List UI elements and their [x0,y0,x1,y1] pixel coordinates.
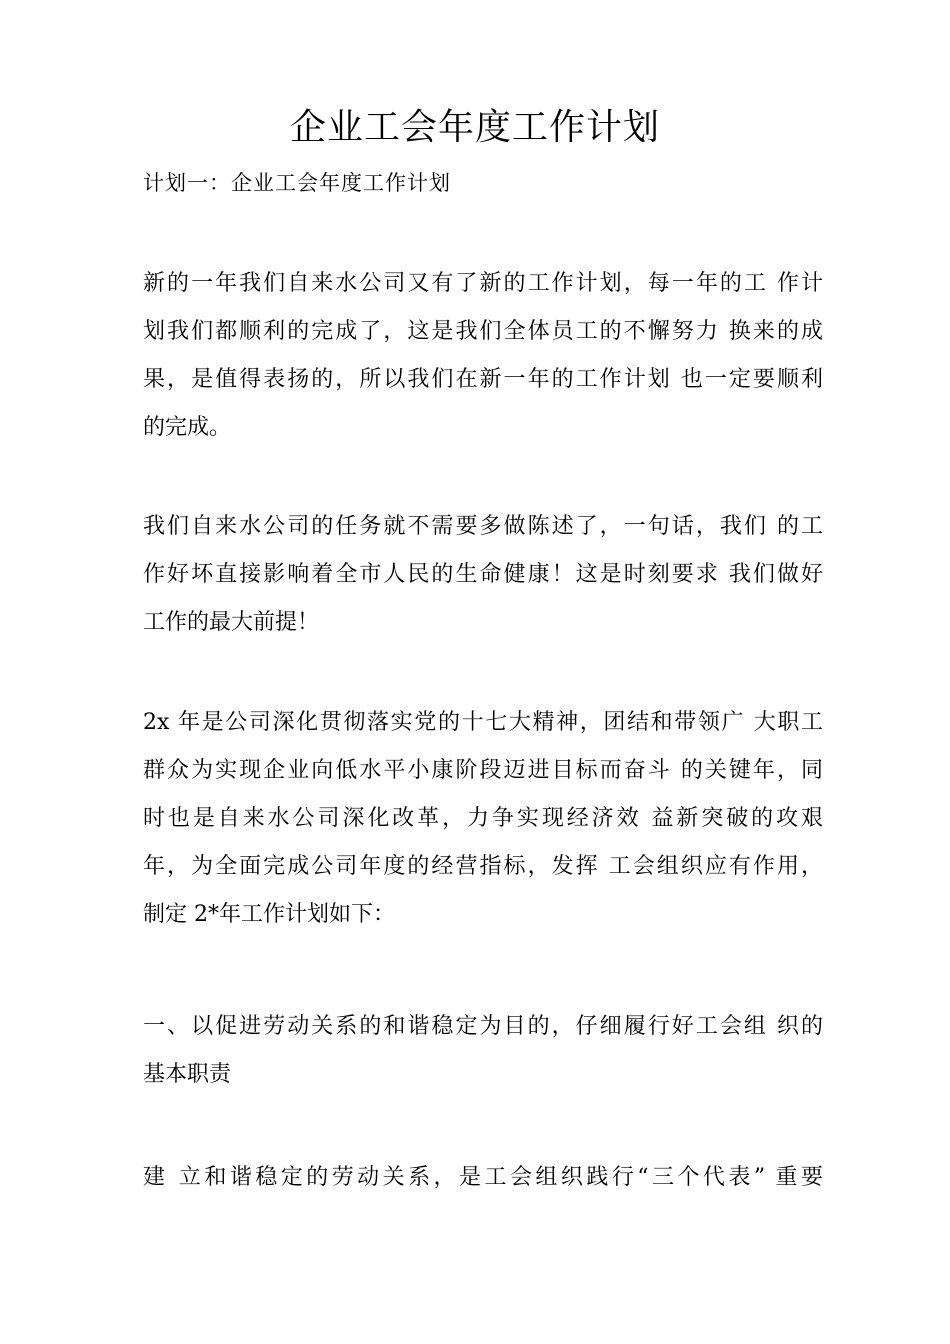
paragraph-line: 制定 2*年工作计划如下： [143,902,395,927]
paragraph-line: 工作的最大前提！ [143,610,320,635]
paragraph-line: 我们自来水公司的任务就不需要多做陈述了，一句话，我们 的工 [143,514,823,539]
document-title: 企业工会年度工作计划 [289,107,660,148]
paragraph-line: 年，为全面完成公司年度的经营指标，发挥 工会组织应有作用， [143,854,823,879]
paragraph-line: 一、以促进劳动关系的和谐稳定为目的，仔细履行好工会组 织的 [143,1014,823,1039]
paragraph-line: 群众为实现企业向低水平小康阶段迈进目标而奋斗 的关键年，同 [143,758,823,783]
paragraph-2 [143,503,823,647]
paragraph-line: 果，是值得表扬的，所以我们在新一年的工作计划 也一定要顺利 [143,367,823,392]
paragraph-line: 基本职责 [143,1062,232,1087]
paragraph-4-heading [143,1003,823,1099]
paragraph-line: 2x 年是公司深化贯彻落实党的十七大精神，团结和带领广 大职工 [143,710,823,735]
paragraph-3 [143,699,823,939]
paragraph-line: 划我们都顺利的完成了，这是我们全体员工的不懈努力 换来的成 [143,319,823,344]
paragraph-5 [143,1154,823,1202]
document-subtitle: 计划一：企业工会年度工作计划 [143,171,451,195]
paragraph-line: 时也是自来水公司深化改革，力争实现经济效 益新突破的攻艰 [143,806,823,831]
paragraph-1 [143,260,823,452]
paragraph-line: 的完成。 [143,415,232,440]
paragraph-line: 作好坏直接影响着全市人民的生命健康！这是时刻要求 我们做好 [143,562,823,587]
paragraph-line: 新的一年我们自来水公司又有了新的工作计划，每一年的工 作计 [143,271,823,296]
paragraph-line: 建 立和谐稳定的劳动关系，是工会组织践行“三个代表” 重要 [143,1165,823,1190]
